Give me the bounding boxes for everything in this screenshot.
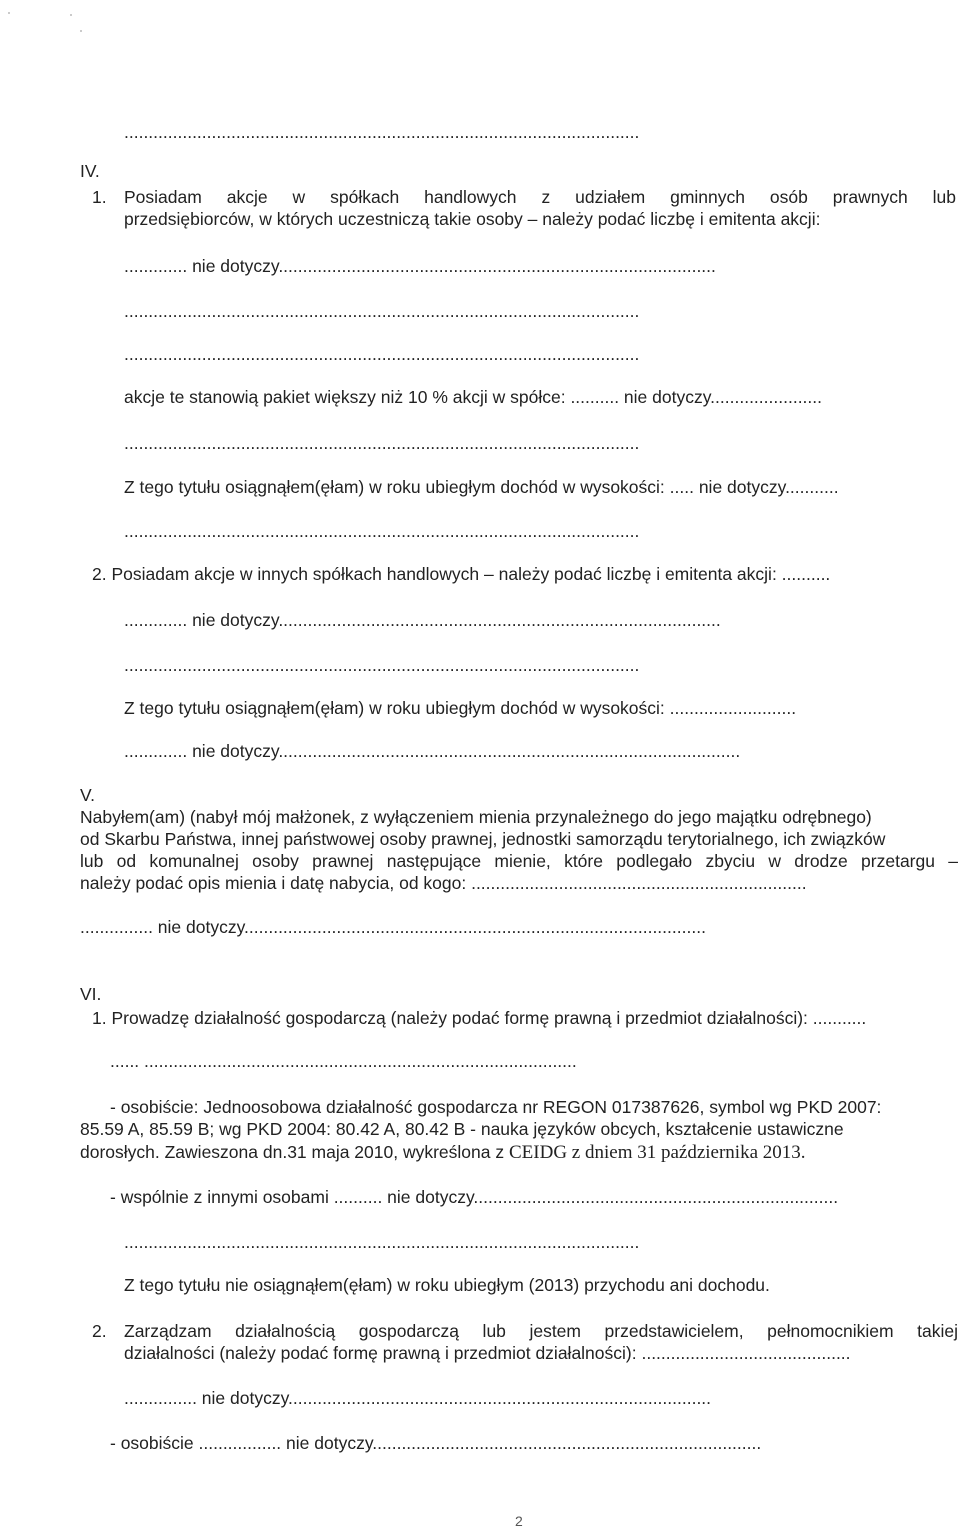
dotted-line: .......................................................................................................... <box>124 1232 640 1252</box>
section-vi-title: VI. <box>80 984 102 1004</box>
dotted-line: .......................................................................................................... <box>124 655 640 675</box>
section-iv-item2-answer: ............. nie dotyczy........................................................................................... <box>124 610 721 630</box>
scan-speck <box>80 30 82 32</box>
section-vi-personal-line2: 85.59 A, 85.59 B; wg PKD 2004: 80.42 A, 80.42 B - nauka języków obcych, kształcenie ustawiczne <box>80 1119 844 1139</box>
dotted-line: .......................................................................................................... <box>124 344 640 364</box>
section-iv-title: IV. <box>80 161 100 181</box>
section-vi-item2-personal: - osobiście ................. nie dotyczy................................................................................ <box>110 1433 762 1453</box>
section-iv-item1-answer: ............. nie dotyczy.......................................................................................... <box>124 256 716 276</box>
dotted-line: .......................................................................................................... <box>124 521 640 541</box>
section-iv-income: Z tego tytułu osiągnąłem(ęłam) w roku ubiegłym dochód w wysokości: ..... nie dotyczy........... <box>124 477 839 497</box>
section-vi-jointly: - wspólnie z innymi osobami .......... nie dotyczy........................................................................... <box>110 1187 839 1207</box>
section-vi-item2-answer: ............... nie dotyczy....................................................................................... <box>124 1388 712 1408</box>
top-dotted-line: .......................................................................................................... <box>124 122 640 142</box>
section-vi-item1-line1: 1. Prowadzę działalność gospodarczą (należy podać formę prawną i przedmiot działalności): ........... <box>92 1008 867 1028</box>
dotted-line: .......................................................................................................... <box>124 301 640 321</box>
section-vi-item2-number: 2. <box>92 1321 107 1341</box>
section-v-answer: ............... nie dotyczy............................................................................................... <box>80 917 706 937</box>
dotted-line: .......................................................................................................... <box>124 433 640 453</box>
section-iv-item2-income: Z tego tytułu osiągnąłem(ęłam) w roku ubiegłym dochód w wysokości: .......................... <box>124 698 797 718</box>
section-vi-item1-blank: ...... ......................................................................................... <box>110 1051 577 1071</box>
section-iv-item2-answer2: ............. nie dotyczy............................................................................................... <box>124 741 741 761</box>
section-v-line2: od Skarbu Państwa, innej państwowej osoby prawnej, jednostki samorządu terytorialnego, ich związków <box>80 829 886 849</box>
section-iv-item1-line2: przedsiębiorców, w których uczestniczą takie osoby – należy podać liczbę i emitenta akcji: <box>124 209 821 229</box>
section-v-line3: lub od komunalnej osoby prawnej następujące mienie, które podlegało zbyciu w drodze przetargu – <box>80 851 958 871</box>
section-vi-item2-line2: działalności (należy podać formę prawną i przedmiot działalności): ........................................... <box>124 1343 851 1363</box>
scan-speck <box>70 14 72 16</box>
section-vi-personal-line1: - osobiście: Jednoosobowa działalność gospodarcza nr REGON 017387626, symbol wg PKD 2007: <box>110 1097 882 1117</box>
section-vi-item2-line1: Zarządzam działalnością gospodarczą lub jestem przedstawicielem, pełnomocnikiem takiej <box>124 1321 958 1341</box>
section-iv-item1-number: 1. <box>92 187 107 207</box>
section-vi-personal-line3-serif: CEIDG z dniem 31 października 2013. <box>509 1142 806 1163</box>
section-vi-personal-line3 <box>80 1141 806 1164</box>
section-vi-income: Z tego tytułu nie osiągnąłem(ęłam) w roku ubiegłym (2013) przychodu ani dochodu. <box>124 1275 770 1295</box>
section-iv-item2-line1: 2. Posiadam akcje w innych spółkach handlowych – należy podać liczbę i emitenta akcji: .......... <box>92 564 831 584</box>
section-vi-personal-line3-sans: dorosłych. Zawieszona dn.31 maja 2010, wykreślona z <box>80 1142 505 1162</box>
section-v-line1: Nabyłem(am) (nabył mój małżonek, z wyłączeniem mienia przynależnego do jego majątku odrębnego) <box>80 807 872 827</box>
section-v-line4: należy podać opis mienia i datę nabycia, od kogo: ..................................................................... <box>80 873 807 893</box>
page-number: 2 <box>515 1513 523 1529</box>
section-v-title: V. <box>80 785 95 805</box>
section-iv-item1-line1: Posiadam akcje w spółkach handlowych z udziałem gminnych osób prawnych lub <box>124 187 956 207</box>
scan-speck <box>8 12 10 14</box>
section-iv-stake: akcje te stanowią pakiet większy niż 10 % akcji w spółce: .......... nie dotyczy....................... <box>124 387 823 407</box>
